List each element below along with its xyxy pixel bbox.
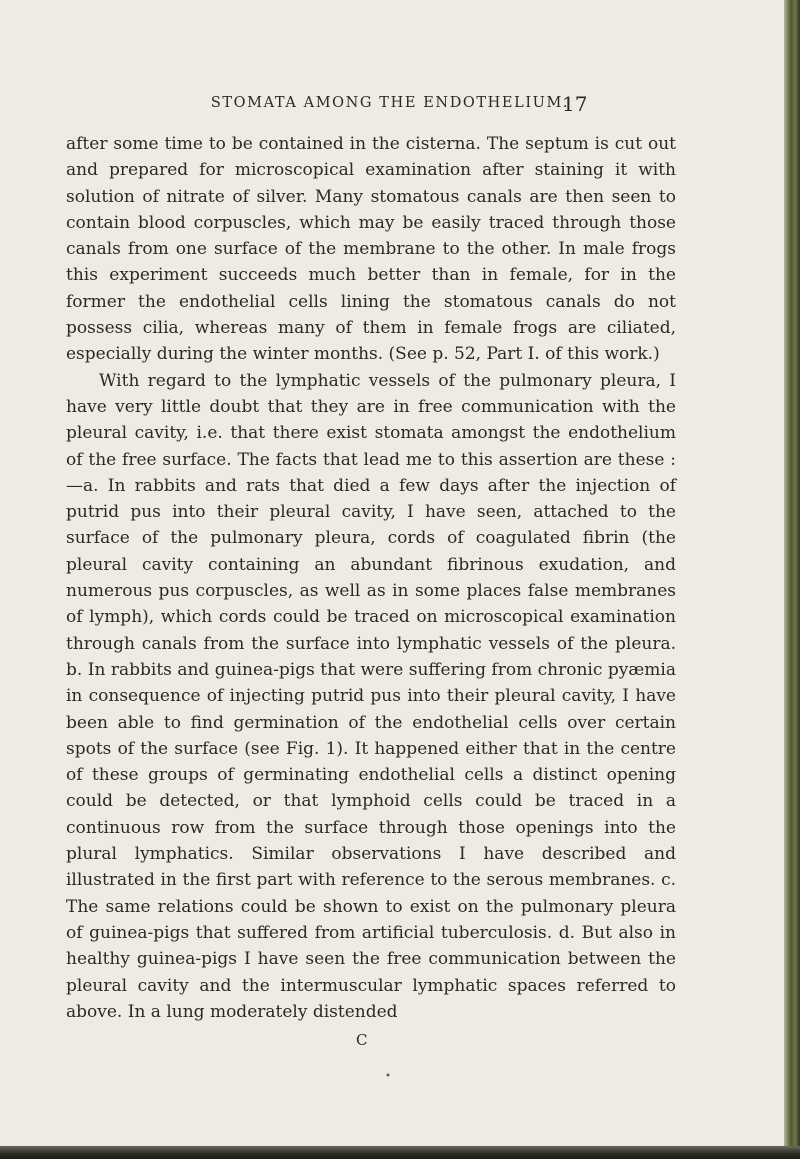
page-number: 17: [562, 92, 588, 116]
paragraph-continuation: after some time to be contained in the cisterna. The septum is cut out and prepared for microscopical examination after staining it with solution of nitrate of silver. Many stomatous canals are then seen to contain blood corpuscles, which may be easily traced through those canals from one surface of the membrane to the other. In male frogs this experiment succeeds much better than in female, for in the former the endothelial cells lining the stomatous canals do not possess cilia, whereas many of them in female frogs are ciliated, especially during the winter months. (See p. 52, Part I. of this work.): [66, 134, 676, 365]
body-text: [66, 131, 676, 1025]
page-bottom-shadow: [0, 1146, 800, 1159]
page-header: [0, 92, 784, 118]
paragraph-pleura: With regard to the lymphatic vessels of the pulmonary pleura, I have very little doubt that they are in free communication with the pleural cavity, i.e. that there exist stomata amongst the endothelium of the free surface. The facts that lead me to this assertion are these :—a. In rabbits and rats that died a few days after the injection of putrid pus into their pleural cavity, I have seen, attached to the surface of the pulmonary pleura, cords of coagulated fibrin (the pleural cavity containing an abundant fibrinous exudation, and numerous pus corpuscles, as well as in some places false membranes of lymph), which cords could be traced on microscopical examination through canals from the surface into lymphatic vessels of the pleura. b. In rabbits and guinea-pigs that were suffering from chronic pyæmia in consequence of injecting putrid pus into their pleural cavity, I have been able to find germination of the endothelial cells over certain spots of the surface (see Fig. 1). It happened either that in the centre of these groups of germinating endothelial cells a distinct opening could be detected, or that lymphoid cells could be traced in a continuous row from the surface through those openings into the plural lymphatics. Similar observations I have described and illustrated in the first part with reference to the serous membranes. c. The same relations could be shown to exist on the pulmonary pleura of guinea-pigs that suffered from artificial tuberculosis. d. But also in healthy guinea-pigs I have seen the free communication between the pleural cavity and the intermuscular lymphatic spaces referred to above. In a lung moderately distended: [66, 370, 676, 1022]
running-title: STOMATA AMONG THE ENDOTHELIUM.: [210, 95, 570, 111]
printer-mark: •: [385, 1071, 391, 1082]
signature-mark: C: [356, 1031, 368, 1049]
book-binding-edge: [784, 0, 800, 1159]
